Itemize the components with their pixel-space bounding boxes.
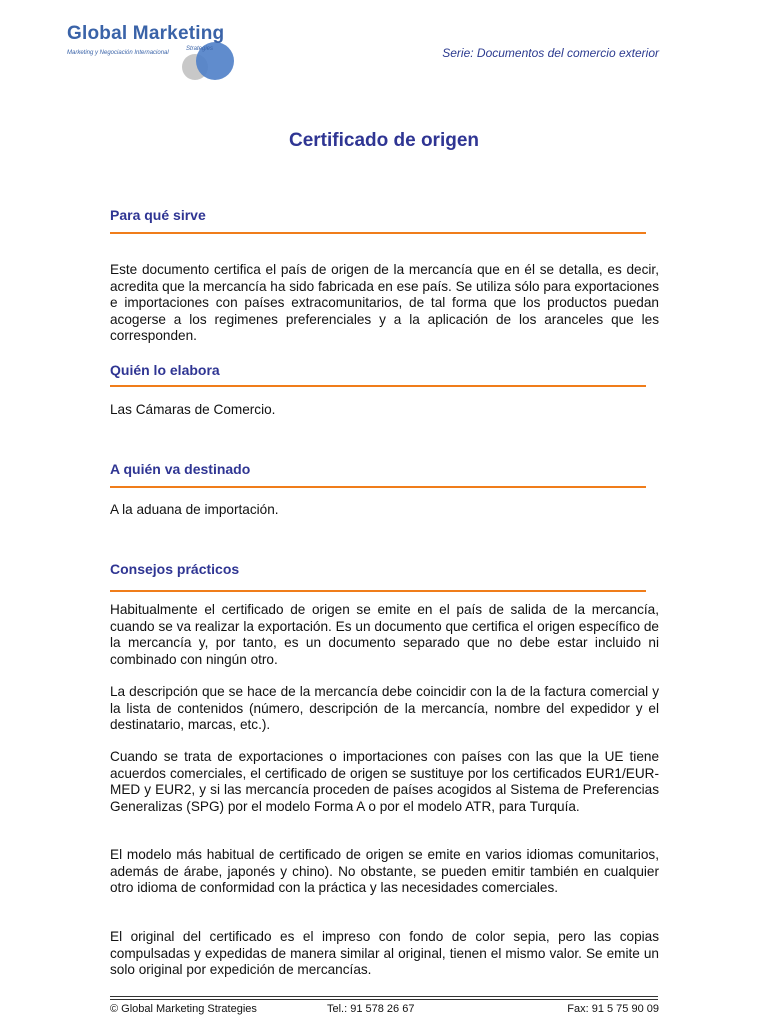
footer-telephone: Tel.: 91 578 26 67 xyxy=(327,1003,415,1015)
logo-strategies: Strategies xyxy=(186,46,214,52)
section-paragraph: Habitualmente el certificado de origen se emite en el país de salida de la mercancía, cuando se va realizar la exportación. Es un documento que certifica el origen específico de la mercancía y, por tanto, es un documento separado que no debe estar incluido ni combinado con ningún otro. xyxy=(110,602,659,667)
section-heading-quien-lo-elabora: Quién lo elabora xyxy=(110,362,220,378)
section-paragraph: A la aduana de importación. xyxy=(110,502,279,517)
section-paragraph: Este documento certifica el país de origen de la mercancía que en él se detalla, es decir, acredita que la mercancía ha sido fabricada en ese país. Se utiliza sólo para exportaciones e importaciones con países extracomunitarios, de tal forma que los productos puedan acogerse a los regimenes preferenciales y a la aplicación de los aranceles que les corresponden. xyxy=(110,262,659,343)
section-heading-a-quien-va-destinado: A quién va destinado xyxy=(110,461,251,477)
company-logo xyxy=(64,20,244,74)
section-divider xyxy=(110,590,646,592)
series-label: Serie: Documentos del comercio exterior xyxy=(442,46,659,60)
footer-copyright: © Global Marketing Strategies xyxy=(110,1003,257,1015)
section-divider xyxy=(110,232,646,234)
section-heading-para-que-sirve: Para qué sirve xyxy=(110,207,206,223)
section-divider xyxy=(110,385,646,387)
section-divider xyxy=(110,486,646,488)
footer-rule xyxy=(110,999,658,1000)
footer-fax: Fax: 91 5 75 90 09 xyxy=(567,1003,659,1015)
section-paragraph: La descripción que se hace de la mercancía debe coincidir con la de la factura comercial y la lista de contenidos (número, descripción de la mercancía, nombre del expedidor y el destinatario, marcas, etc.). xyxy=(110,684,659,732)
section-paragraph: El modelo más habitual de certificado de origen se emite en varios idiomas comunitarios, además de árabe, japonés y chino). No obstante, se pueden emitir también en cualquier otro idioma de conformidad con la práctica y las necesidades comerciales. xyxy=(110,847,659,895)
logo-title: Global Marketing xyxy=(67,23,225,44)
section-paragraph: El original del certificado es el impreso con fondo de color sepia, pero las copias compulsadas y expedidas de manera similar al original, tienen el mismo valor. Se emite un solo original por expedición de mercancías. xyxy=(110,929,659,977)
footer-rule xyxy=(110,996,658,997)
logo-subtitle: Marketing y Negociación Internacional xyxy=(67,50,169,56)
section-paragraph: Las Cámaras de Comercio. xyxy=(110,402,276,417)
section-heading-consejos-practicos: Consejos prácticos xyxy=(110,561,240,577)
section-paragraph: Cuando se trata de exportaciones o importaciones con países con las que la UE tiene acuerdos comerciales, el certificado de origen se sustituye por los certificados EUR1/EUR-MED y EUR2, y si las mercancía proceden de países acogidos al Sistema de Preferencias Generalizas (SPG) por el modelo Forma A o por el modelo ATR, para Turquía. xyxy=(110,749,659,814)
document-title: Certificado de origen xyxy=(288,130,480,151)
